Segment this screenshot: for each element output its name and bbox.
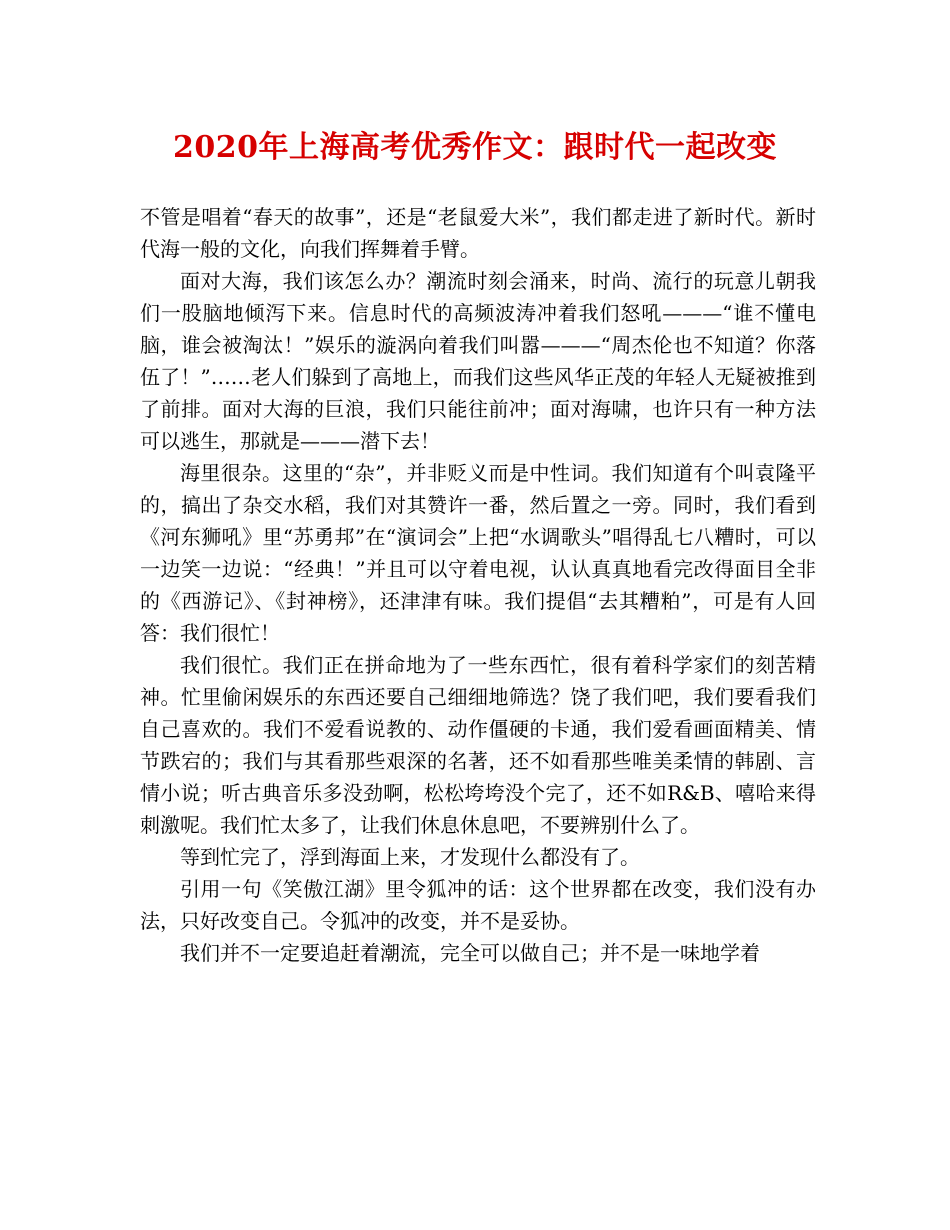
paragraph-6: 引用一句《笑傲江湖》里令狐冲的话：这个世界都在改变，我们没有办法，只好改变自己。令狐冲的改变，并不是妥协。 bbox=[140, 877, 816, 933]
paragraph-4: 我们很忙。我们正在拼命地为了一些东西忙，很有着科学家们的刻苦精神。忙里偷闲娱乐的东西还要自己细细地筛选？饶了我们吧，我们要看我们自己喜欢的。我们不爱看说教的、动作僵硬的卡通，我们爱看画面精美、情节跌宕的；我们与其看那些艰深的名著，还不如看那些唯美柔情的韩剧、言情小说；听古典音乐多没劲啊，松松垮垮没个完了，还不如R&B、嘻哈来得刺激呢。我们忙太多了，让我们休息休息吧，不要辨别什么了。 bbox=[140, 653, 816, 837]
document-title: 2020年上海高考优秀作文：跟时代一起改变 bbox=[173, 130, 777, 165]
paragraph-2: 面对大海，我们该怎么办？潮流时刻会涌来，时尚、流行的玩意儿朝我们一股脑地倾泻下来。信息时代的高频波涛冲着我们怒吼———“谁不懂电脑，谁会被淘汰！”娱乐的漩涡向着我们叫嚣———“周杰伦也不知道？你落伍了！”……老人们躲到了高地上，而我们这些风华正茂的年轻人无疑被推到了前排。面对大海的巨浪，我们只能往前冲；面对海啸，也许只有一种方法可以逃生，那就是———潜下去！ bbox=[140, 269, 816, 453]
paragraph-7: 我们并不一定要追赶着潮流，完全可以做自己；并不是一味地学着 bbox=[180, 941, 760, 965]
paragraph-1: 不管是唱着“春天的故事”，还是“老鼠爱大米”，我们都走进了新时代。新时代海一般的文化，向我们挥舞着手臂。 bbox=[140, 205, 816, 261]
paragraph-3: 海里很杂。这里的“杂”，并非贬义而是中性词。我们知道有个叫袁隆平的，搞出了杂交水稻，我们对其赞许一番，然后置之一旁。同时，我们看到《河东狮吼》里“苏勇邦”在“演词会”上把“水调歌头”唱得乱七八糟时，可以一边笑一边说：“经典！”并且可以守着电视，认认真真地看完改得面目全非的《西游记》、《封神榜》，还津津有味。我们提倡“去其糟粕”，可是有人回答：我们很忙！ bbox=[140, 461, 816, 645]
document-body bbox=[140, 201, 816, 969]
paragraph-5: 等到忙完了，浮到海面上来，才发现什么都没有了。 bbox=[180, 845, 640, 869]
